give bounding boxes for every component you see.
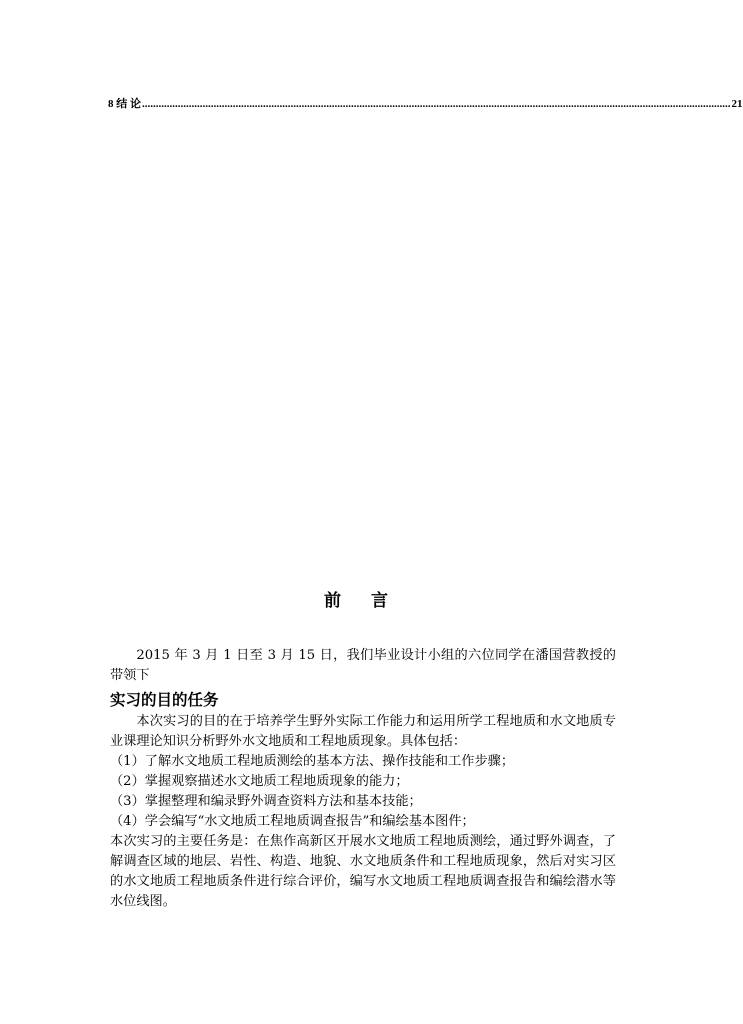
purpose-paragraph: 本次实习的目的在于培养学生野外实际工作能力和运用所学工程地质和水文地质专业课理论知识分析野外水文地质和工程地质现象。具体包括： bbox=[110, 714, 616, 749]
list-item-3: （3）掌握整理和编录野外调查资料方法和基本技能； bbox=[110, 794, 422, 809]
preface-title: 前 言 bbox=[324, 591, 400, 611]
list-item-1: （1）了解水文地质工程地质测绘的基本方法、操作技能和工作步骤； bbox=[110, 754, 515, 769]
toc-page-number: 21 bbox=[731, 98, 743, 110]
list-item-2: （2）掌握观察描述水文地质工程地质现象的能力； bbox=[110, 774, 409, 789]
task-paragraph: 本次实习的主要任务是：在焦作高新区开展水文地质工程地质测绘，通过野外调查，了解调查区域的地层、岩性、构造、地貌、水文地质条件和工程地质现象，然后对实习区的水文地质工程地质条件进行综合评价，编写水文地质工程地质调查报告和编绘潜水等水位线图。 bbox=[110, 834, 616, 909]
intro-paragraph: 2015 年 3 月 1 日至 3 月 15 日，我们毕业设计小组的六位同学在潘国营教授的带领下 bbox=[110, 648, 616, 683]
toc-entry-label: 8 结 论 bbox=[108, 98, 141, 110]
preface-body bbox=[110, 646, 616, 912]
section-heading-purpose: 实习的目的任务 bbox=[110, 691, 219, 709]
toc-entry-conclusion[interactable] bbox=[108, 97, 743, 111]
toc-dot-leader: ...................................................................................................................................................................................................................... bbox=[142, 98, 731, 110]
list-item-4: （4）学会编写“水文地质工程地质调查报告”和编绘基本图件； bbox=[110, 814, 475, 829]
